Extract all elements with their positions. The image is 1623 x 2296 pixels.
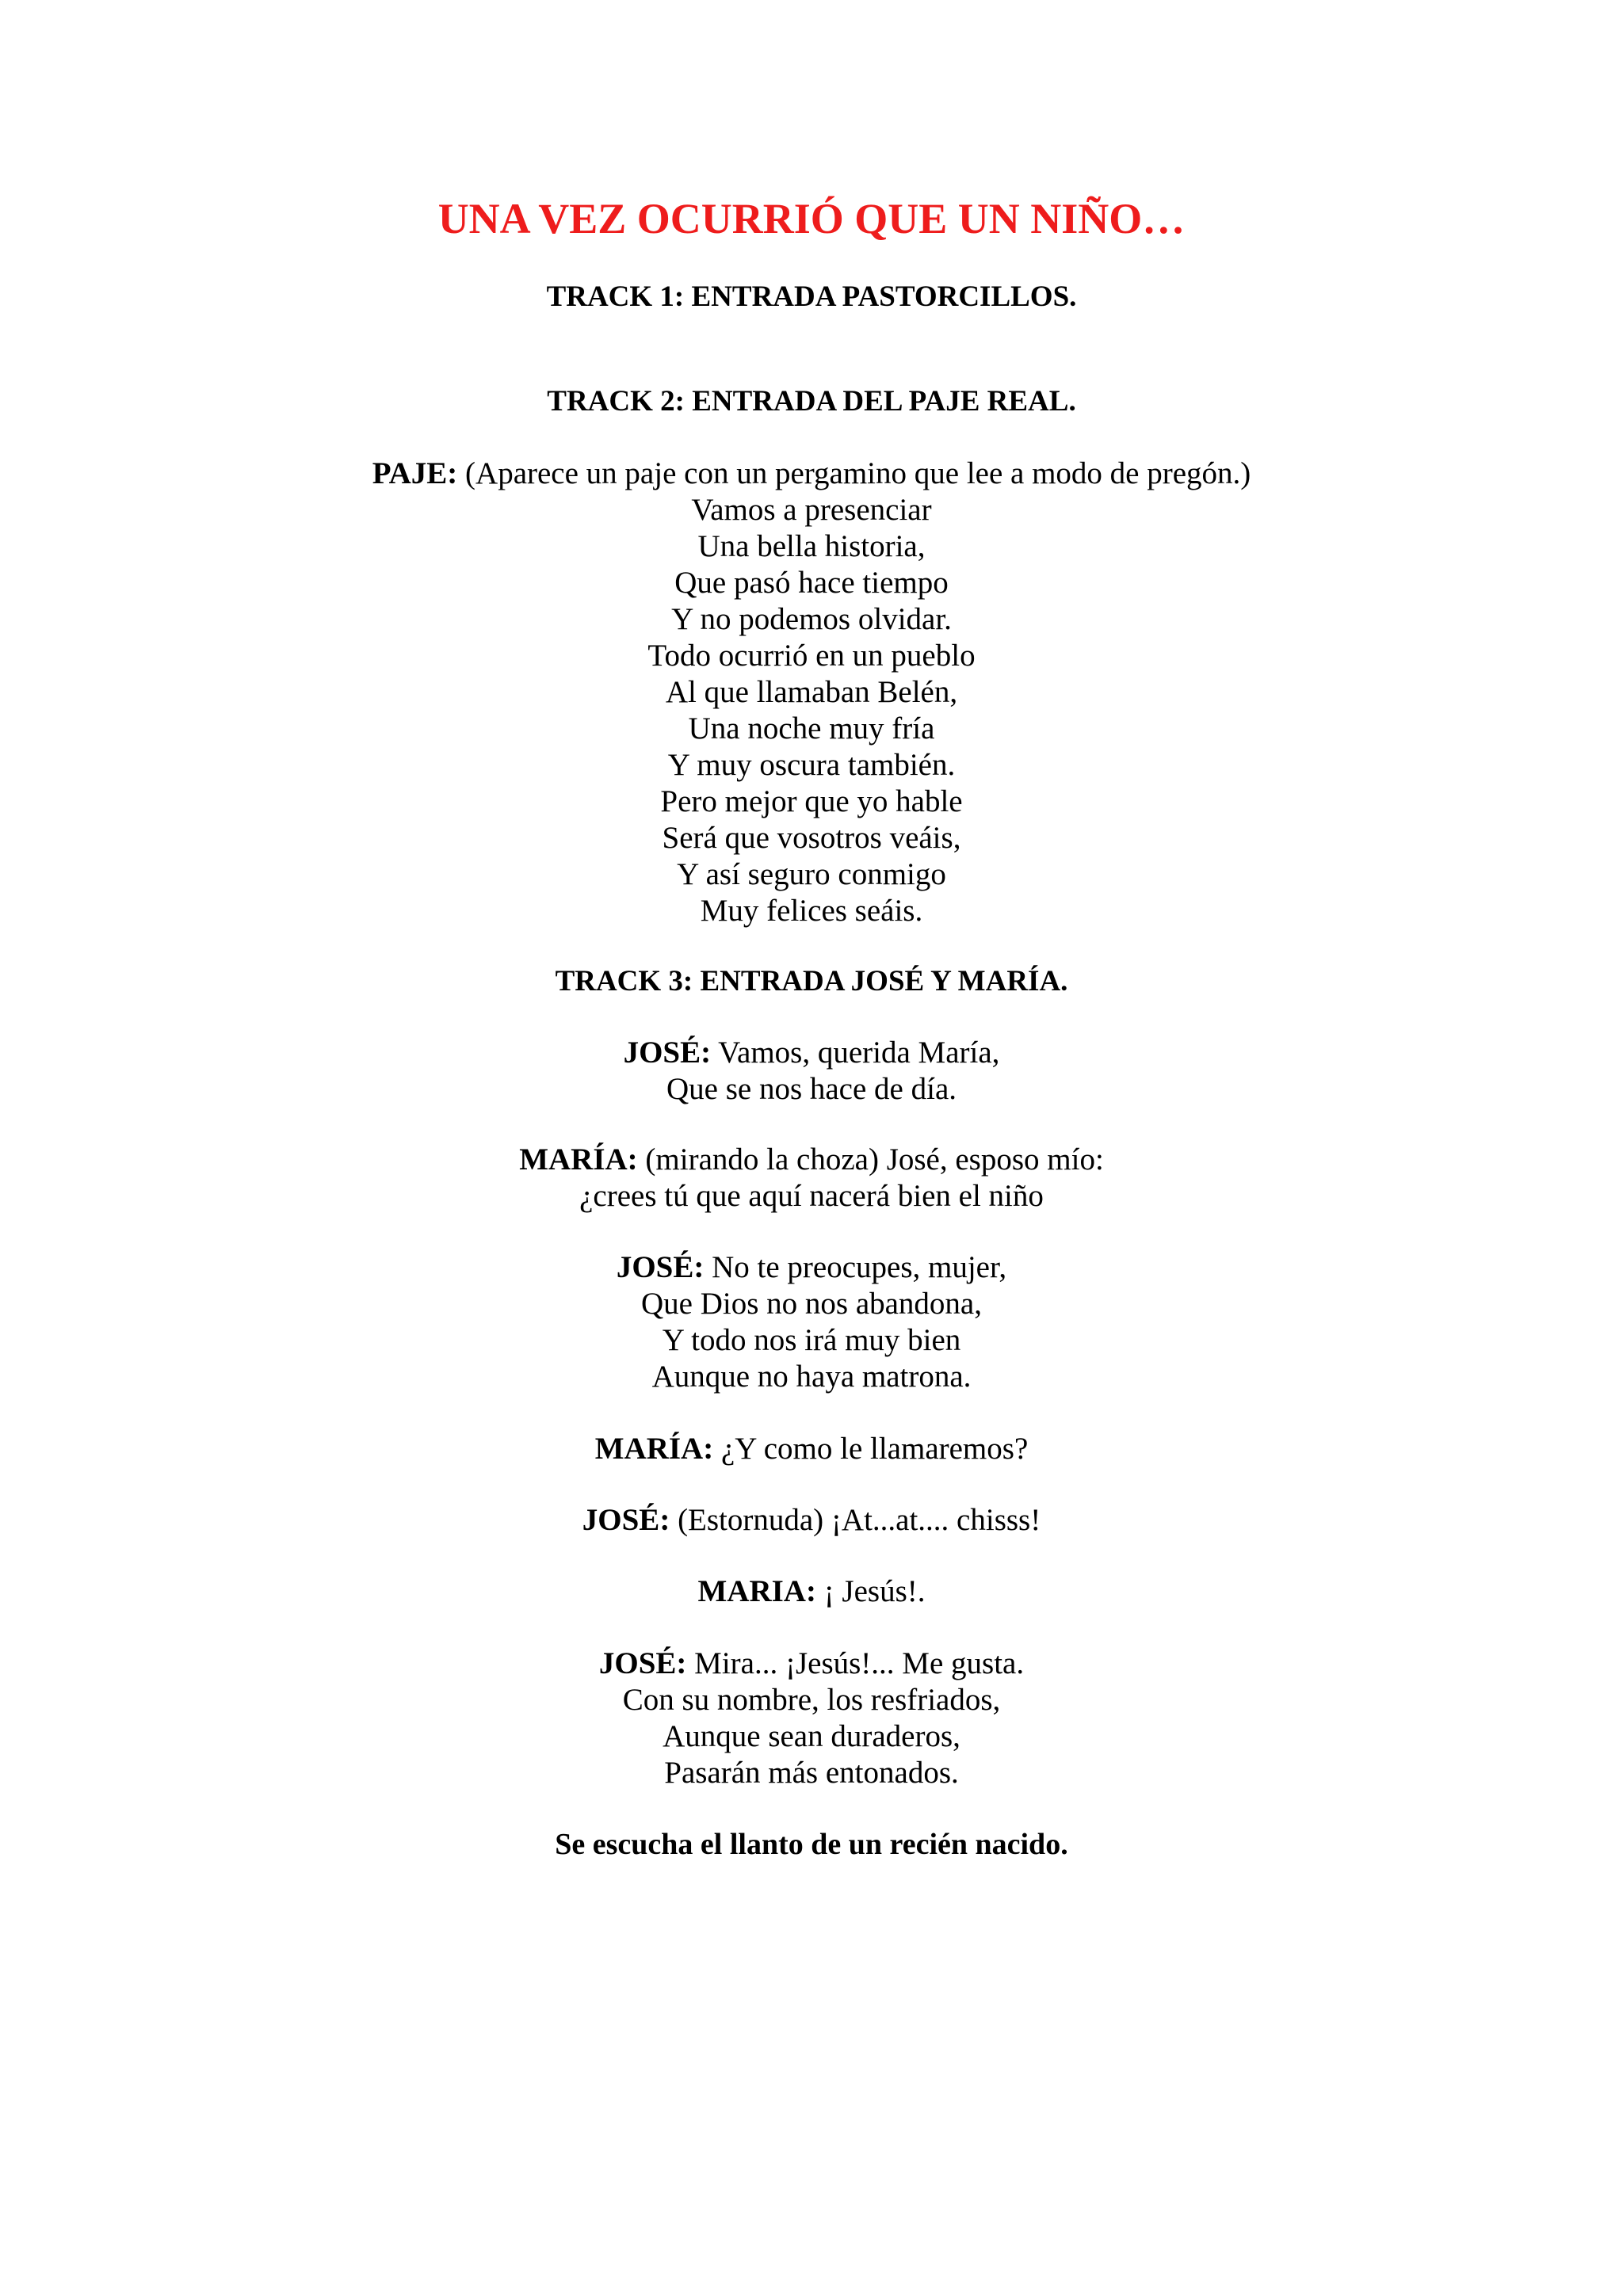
speech-text: Mira... ¡Jesús!... Me gusta. — [686, 1646, 1025, 1680]
speech-first-line — [0, 1035, 1623, 1071]
verse-line: Pero mejor que yo hable — [660, 784, 963, 818]
speech-text: (Aparece un paje con un pergamino que lee a modo de pregón.) — [457, 456, 1251, 490]
speaker-name: JOSÉ: — [616, 1250, 705, 1284]
dialogue-jose-1 — [0, 1035, 1623, 1108]
paje-speech — [0, 456, 1623, 929]
verse-line: Con su nombre, los resfriados, — [622, 1683, 1001, 1717]
speech-text: No te preocupes, mujer, — [704, 1250, 1007, 1284]
verse-line: Todo ocurrió en un pueblo — [647, 639, 976, 673]
verse-line: Una noche muy fría — [688, 711, 935, 746]
verse-line: Que pasó hace tiempo — [674, 566, 949, 600]
speech-first-line — [0, 1573, 1623, 1610]
verse-line: Y todo nos irá muy bien — [662, 1323, 961, 1357]
track-1-heading: TRACK 1: ENTRADA PASTORCILLOS. — [546, 280, 1077, 313]
dialogue-maria-3 — [0, 1573, 1623, 1610]
verse-line: Muy felices seáis. — [700, 894, 923, 928]
dialogue-jose-3 — [0, 1502, 1623, 1539]
speech-first-line — [0, 1142, 1623, 1178]
document-title: UNA VEZ OCURRIÓ QUE UN NIÑO… — [437, 195, 1186, 242]
speaker-name: MARIA: — [697, 1574, 816, 1608]
verse-line: Al que llamaban Belén, — [665, 675, 958, 709]
verse-line: Aunque sean duraderos, — [663, 1719, 960, 1753]
speech-text: (Estornuda) ¡At...at.... chisss! — [670, 1503, 1041, 1537]
verse-line: Que Dios no nos abandona, — [640, 1287, 982, 1321]
verse-line: ¿crees tú que aquí nacerá bien el niño — [579, 1179, 1044, 1213]
speech-first-line — [0, 1249, 1623, 1286]
speaker-name: JOSÉ: — [623, 1035, 712, 1070]
verse-line: Pasarán más entonados. — [664, 1756, 959, 1790]
speaker-name: JOSÉ: — [598, 1646, 687, 1680]
verse-line: Una bella historia, — [697, 529, 926, 563]
speech-first-line — [0, 1646, 1623, 1682]
verse-line: Y así seguro conmigo — [677, 857, 946, 891]
verse-line: Y no podemos olvidar. — [671, 602, 952, 636]
dialogue-maria-2 — [0, 1431, 1623, 1467]
speech-text: Vamos, querida María, — [711, 1035, 1000, 1070]
speech-first-line — [0, 456, 1623, 492]
dialogue-jose-2 — [0, 1249, 1623, 1395]
dialogue-jose-4 — [0, 1646, 1623, 1791]
speech-text: ¿Y como le llamaremos? — [713, 1432, 1029, 1466]
track-2-heading: TRACK 2: ENTRADA DEL PAJE REAL. — [547, 385, 1076, 418]
stage-direction: Se escucha el llanto de un recién nacido. — [555, 1828, 1068, 1861]
speaker-name: PAJE: — [372, 456, 458, 490]
speech-first-line — [0, 1502, 1623, 1539]
verse-line: Será que vosotros veáis, — [662, 821, 961, 855]
speech-text: ¡ Jesús!. — [815, 1574, 926, 1608]
speech-text: (mirando la choza) José, esposo mío: — [637, 1142, 1104, 1177]
speech-first-line — [0, 1431, 1623, 1467]
speaker-name: MARÍA: — [594, 1432, 714, 1466]
track-3-heading: TRACK 3: ENTRADA JOSÉ Y MARÍA. — [555, 965, 1068, 997]
verse-line: Vamos a presenciar — [691, 493, 932, 527]
verse-line: Que se nos hace de día. — [666, 1072, 957, 1106]
verse-line: Y muy oscura también. — [667, 748, 956, 782]
speaker-name: MARÍA: — [519, 1142, 638, 1177]
dialogue-maria-1 — [0, 1142, 1623, 1215]
verse-line: Aunque no haya matrona. — [651, 1360, 972, 1394]
speaker-name: JOSÉ: — [582, 1503, 670, 1537]
